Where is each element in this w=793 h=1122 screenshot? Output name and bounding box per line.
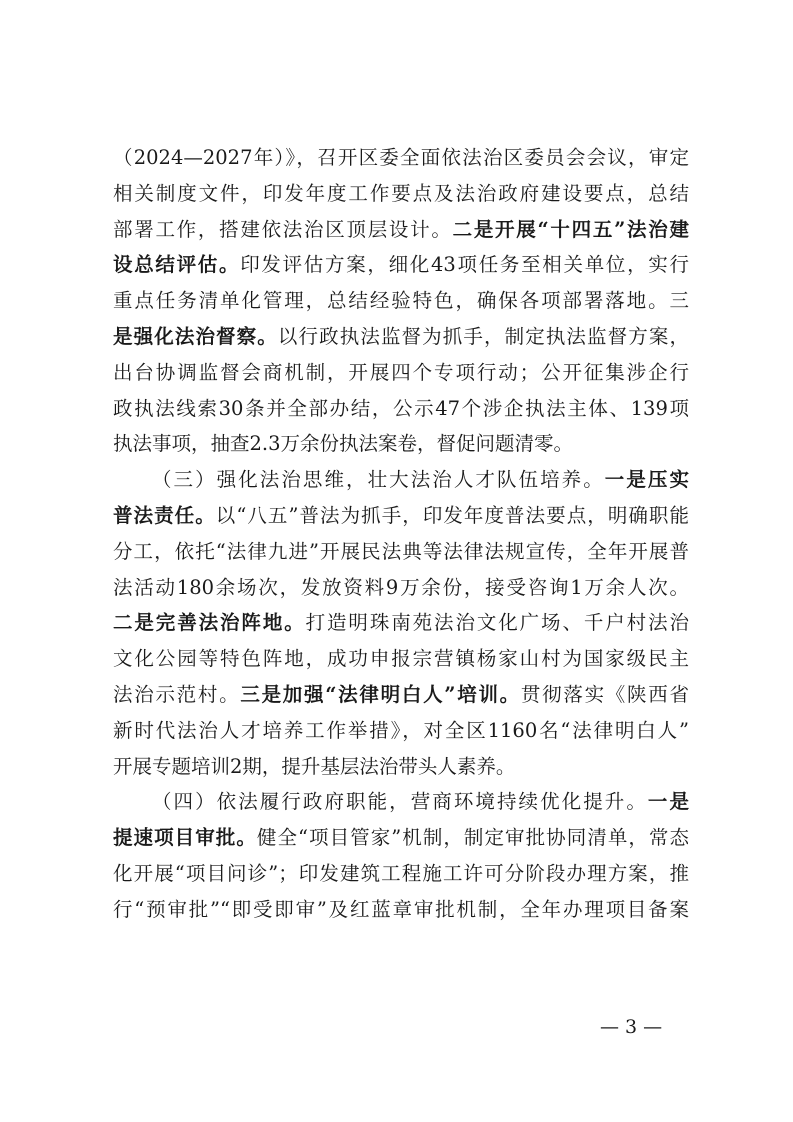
text-segment: （三）强化法治思维，壮大法治人才队伍培养。 — [152, 468, 605, 492]
text-line — [113, 391, 689, 427]
text-line — [113, 462, 689, 498]
text-line — [113, 570, 689, 606]
text-line — [113, 820, 689, 856]
text-segment: 以行政执法监督为抓手，制定执法监督方案， — [277, 324, 689, 348]
text-line — [113, 749, 689, 785]
page-number: — 3 — — [600, 1016, 663, 1038]
text-segment: 相关制度文件，印发年度工作要点及法治政府建设要点，总结 — [113, 181, 689, 205]
text-segment: 以“八五”普法为抓手，印发年度普法要点，明确职能 — [215, 503, 689, 527]
text-segment: （2024—2027年）》，召开区委全面依法治区委员会会议，审定 — [113, 146, 689, 169]
text-line — [113, 212, 689, 248]
bold-text-segment: 三是加强“法律明白人”培训。 — [240, 682, 521, 706]
text-segment: 贯彻落实《陕西省 — [520, 682, 689, 706]
body-text — [113, 140, 689, 928]
text-segment: 文化公园等特色阵地，成功申报宗营镇杨家山村为国家级民主 — [113, 647, 689, 671]
text-line — [113, 283, 689, 319]
bold-text-segment: 是强化法治督察。 — [113, 324, 278, 348]
text-line — [113, 498, 689, 534]
text-segment: 政执法线索30条并全部办结，公示47个涉企执法主体、139项 — [113, 396, 689, 420]
text-segment: （四）依法履行政府职能，营商环境持续优化提升。 — [152, 790, 648, 814]
text-segment: 新时代法治人才培养工作举措》，对全区1160名“法律明白人” — [113, 718, 689, 742]
bold-text-segment: 设总结评估。 — [113, 253, 241, 277]
text-line — [113, 319, 689, 355]
text-line — [113, 784, 689, 820]
text-segment: 重点任务清单化管理，总结经验特色，确保各项部署落地。三 — [113, 289, 689, 313]
bold-text-segment: 提速项目审批。 — [113, 826, 257, 850]
text-line — [113, 677, 689, 713]
bold-text-segment: 普法责任。 — [113, 503, 216, 527]
text-segment: 打造明珠南苑法治文化广场、千户村法治 — [305, 611, 689, 635]
text-line — [113, 140, 689, 176]
bold-text-segment: 一是压实 — [604, 468, 689, 492]
text-line — [113, 641, 689, 677]
text-segment: 法活动180余场次，发放资料9万余份，接受咨询1万余人次。 — [113, 575, 689, 599]
text-line — [113, 176, 689, 212]
text-segment: 执法事项，抽查2.3万余份执法案卷，督促问题清零。 — [113, 432, 574, 456]
text-line — [113, 426, 689, 462]
bold-text-segment: 一是 — [647, 790, 689, 814]
text-segment: 健全“项目管家”机制，制定审批协同清单，常态 — [256, 826, 689, 850]
bold-text-segment: 二是开展“十四五”法治建 — [452, 217, 689, 241]
text-segment: 部署工作，搭建依法治区顶层设计。 — [113, 217, 453, 241]
text-line — [113, 856, 689, 892]
text-line — [113, 247, 689, 283]
text-line — [113, 355, 689, 391]
text-line — [113, 605, 689, 641]
bold-text-segment: 二是完善法治阵地。 — [113, 611, 306, 635]
text-line — [113, 713, 689, 749]
text-line — [113, 534, 689, 570]
text-segment: 出台协调监督会商机制，开展四个专项行动；公开征集涉企行 — [113, 360, 689, 384]
text-segment: 开展专题培训2期，提升基层法治带头人素养。 — [113, 754, 516, 778]
text-segment: 分工，依托“法律九进”开展民法典等法律法规宣传，全年开展普 — [113, 539, 689, 563]
text-segment: 行“预审批”“即受即审”及红蓝章审批机制，全年办理项目备案 — [113, 897, 689, 921]
text-line — [113, 892, 689, 928]
text-segment: 化开展“项目问诊”；印发建筑工程施工许可分阶段办理方案，推 — [113, 861, 689, 885]
text-segment: 法治示范村。 — [113, 682, 241, 706]
text-segment: 印发评估方案，细化43项任务至相关单位，实行 — [240, 253, 689, 277]
